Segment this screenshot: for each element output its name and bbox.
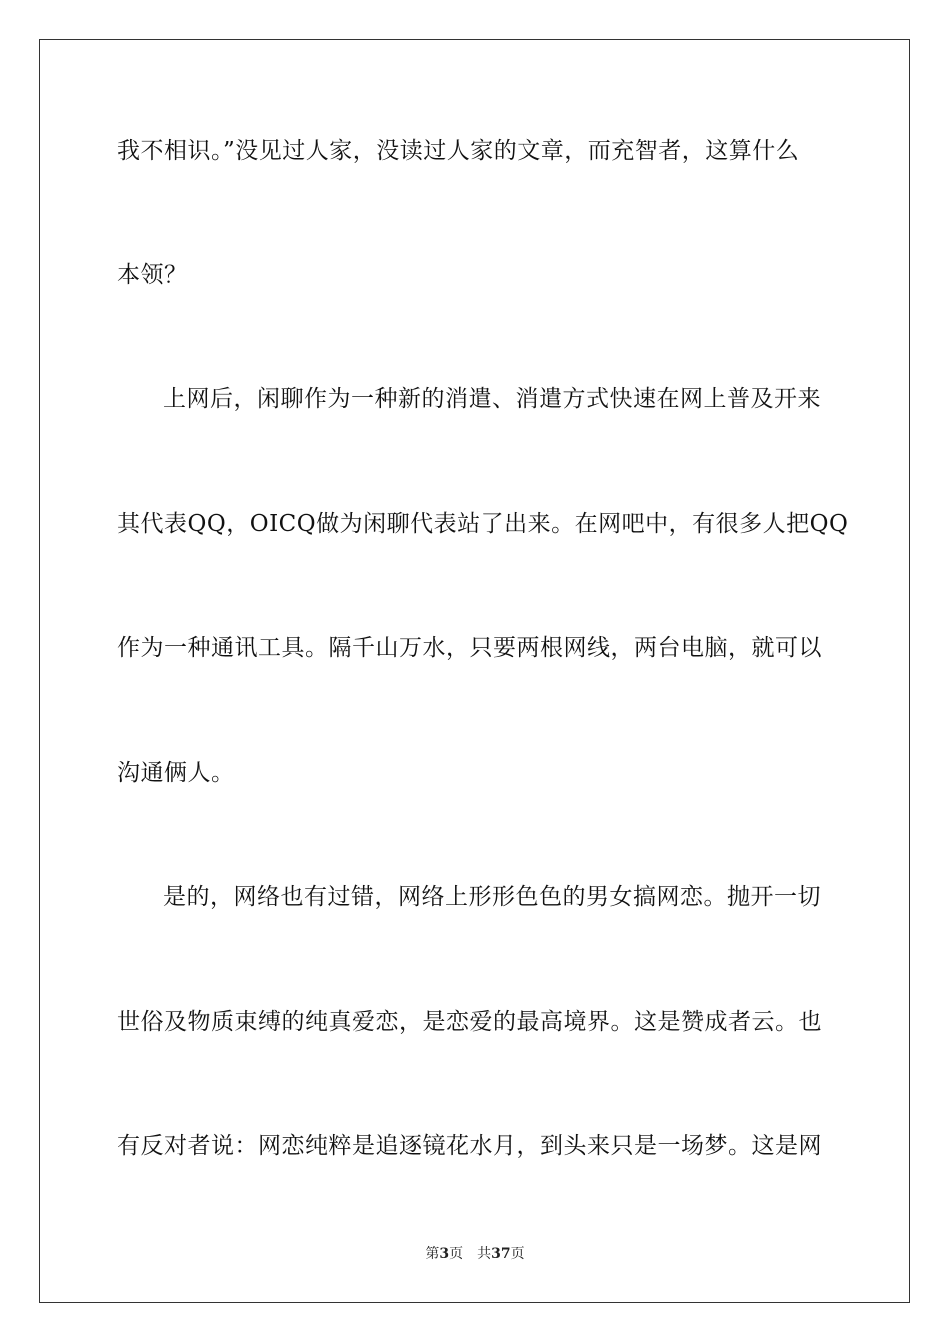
paragraph-start-line-7: 是的，网络也有过错，网络上形形色色的男女搞网恋。抛开一切	[163, 884, 821, 910]
page-number: 3	[439, 1246, 450, 1262]
text-line-6: 沟通俩人。	[117, 760, 235, 786]
page-footer	[0, 1245, 950, 1263]
page-suffix: 页	[449, 1246, 464, 1262]
page-border	[39, 39, 910, 1303]
page-prefix: 第	[425, 1246, 440, 1262]
text-line-1: 我不相识。”没见过人家，没读过人家的文章，而充智者，这算什么	[117, 138, 800, 164]
text-line-5: 作为一种通讯工具。隔千山万水，只要两根网线，两台电脑，就可以	[117, 635, 822, 661]
text-line-2: 本领？	[117, 262, 188, 288]
paragraph-start-line-3: 上网后，闲聊作为一种新的消遣、消遣方式快速在网上普及开来	[163, 386, 821, 412]
total-prefix: 共	[477, 1246, 492, 1262]
total-pages: 37	[491, 1246, 511, 1262]
text-line-8: 世俗及物质束缚的纯真爱恋，是恋爱的最高境界。这是赞成者云。也	[117, 1009, 822, 1035]
text-line-9: 有反对者说：网恋纯粹是追逐镜花水月，到头来只是一场梦。这是网	[117, 1133, 822, 1159]
text-line-4: 其代表QQ，OICQ做为闲聊代表站了出来。在网吧中，有很多人把QQ	[117, 511, 849, 537]
total-suffix: 页	[510, 1246, 525, 1262]
